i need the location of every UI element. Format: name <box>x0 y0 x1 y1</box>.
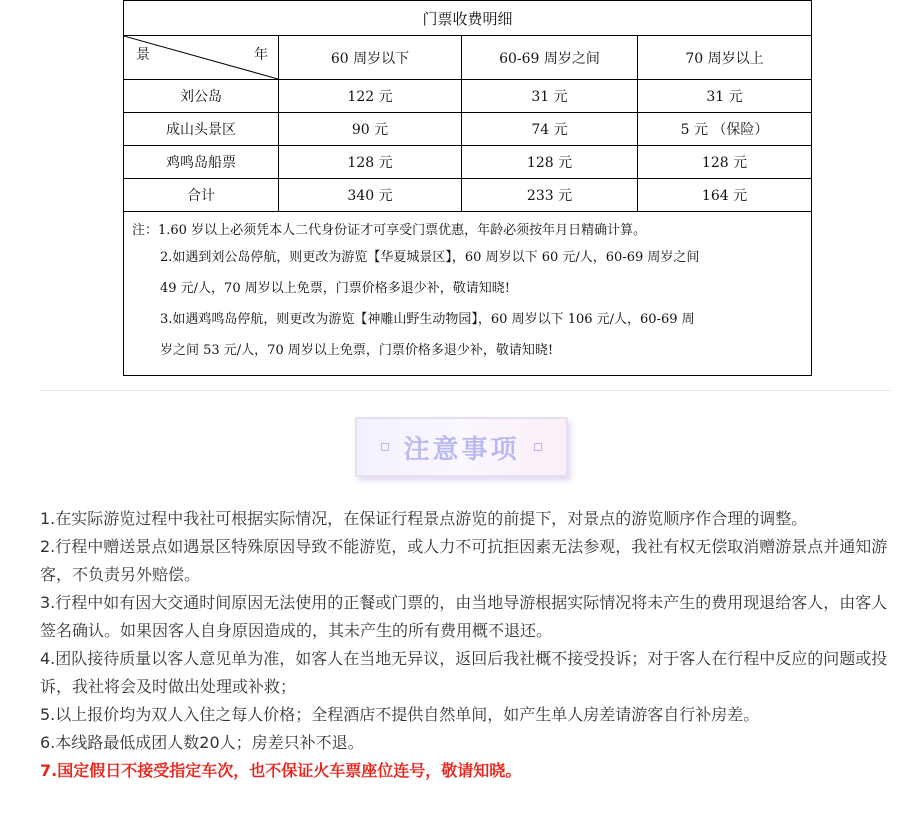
row-label: 鸡鸣岛船票 <box>124 146 279 179</box>
price-cell: 74 元 <box>462 113 638 146</box>
list-item: 6.本线路最低成团人数20人；房差只补不退。 <box>40 733 364 752</box>
table-row-total <box>124 179 812 212</box>
divider <box>40 390 891 391</box>
table-note: 2.如遇到刘公岛停航，则更改为游览【华夏城景区】，60 周岁以下 60 元/人，60-69 周岁之间 <box>160 250 700 265</box>
price-cell: 128 元 <box>638 146 812 179</box>
table-row <box>124 146 812 179</box>
row-label: 成山头景区 <box>124 113 279 146</box>
list-item: 1.在实际游览过程中我社可根据实际情况，在保证行程景点游览的前提下，对景点的游览顺序作合理的调整。 <box>40 509 808 528</box>
row-label: 刘公岛 <box>124 80 279 113</box>
table-note: 注：1.60 岁以上必须凭本人二代身份证才可享受门票优惠，年龄必须按年月日精确计算。 <box>132 223 647 238</box>
corner-label-age: 年 <box>254 47 268 63</box>
list-item: 2.行程中赠送景点如遇景区特殊原因导致不能游览，或人力不可抗拒因素无法参观，我社有权无偿取消赠游景点并通知游客，不负责另外赔偿。 <box>40 537 888 584</box>
table-note: 49 元/人，70 周岁以上免票，门票价格多退少补，敬请知晓! <box>160 281 510 296</box>
table-note: 岁之间 53 元/人，70 周岁以上免票，门票价格多退少补，敬请知晓! <box>160 343 554 358</box>
ticket-price-table <box>123 0 812 376</box>
table-row <box>124 113 812 146</box>
column-header: 60-69 周岁之间 <box>462 36 638 80</box>
table-notes <box>124 212 812 376</box>
square-icon <box>534 443 542 451</box>
column-header: 70 周岁以上 <box>638 36 812 80</box>
total-cell: 164 元 <box>638 179 812 212</box>
section-title: 注意事项 <box>403 434 520 465</box>
total-cell: 340 元 <box>279 179 462 212</box>
list-item-highlight: 7.国定假日不接受指定车次，也不保证火车票座位连号，敬请知晓。 <box>40 761 522 780</box>
price-cell: 5 元 （保险） <box>638 113 812 146</box>
list-item: 5.以上报价均为双人入住之每人价格；全程酒店不提供自然单间，如产生单人房差请游客自行补房差。 <box>40 705 760 724</box>
total-cell: 233 元 <box>462 179 638 212</box>
price-cell: 122 元 <box>279 80 462 113</box>
row-label: 合计 <box>124 179 279 212</box>
price-cell: 31 元 <box>638 80 812 113</box>
column-header: 60 周岁以下 <box>279 36 462 80</box>
price-cell: 128 元 <box>462 146 638 179</box>
list-item: 4.团队接待质量以客人意见单为准，如客人在当地无异议，返回后我社概不接受投诉；对于客人在行程中反应的问题或投诉，我社将会及时做出处理或补救； <box>40 649 888 696</box>
table-row <box>124 80 812 113</box>
table-title: 门票收费明细 <box>124 1 812 36</box>
section-title-badge <box>355 417 568 477</box>
list-item: 3.行程中如有因大交通时间原因无法使用的正餐或门票的，由当地导游根据实际情况将未产生的费用现退给客人，由客人签名确认。如果因客人自身原因造成的，其未产生的所有费用概不退还。 <box>40 593 888 640</box>
diagonal-header-cell <box>124 36 279 80</box>
price-cell: 31 元 <box>462 80 638 113</box>
notes-list <box>40 505 896 785</box>
corner-label-attraction: 景 <box>136 47 150 63</box>
square-icon <box>381 443 389 451</box>
price-cell: 90 元 <box>279 113 462 146</box>
price-cell: 128 元 <box>279 146 462 179</box>
table-note: 3.如遇鸡鸣岛停航，则更改为游览【神雕山野生动物园】，60 周岁以下 106 元/人，60-69 周 <box>160 312 695 327</box>
